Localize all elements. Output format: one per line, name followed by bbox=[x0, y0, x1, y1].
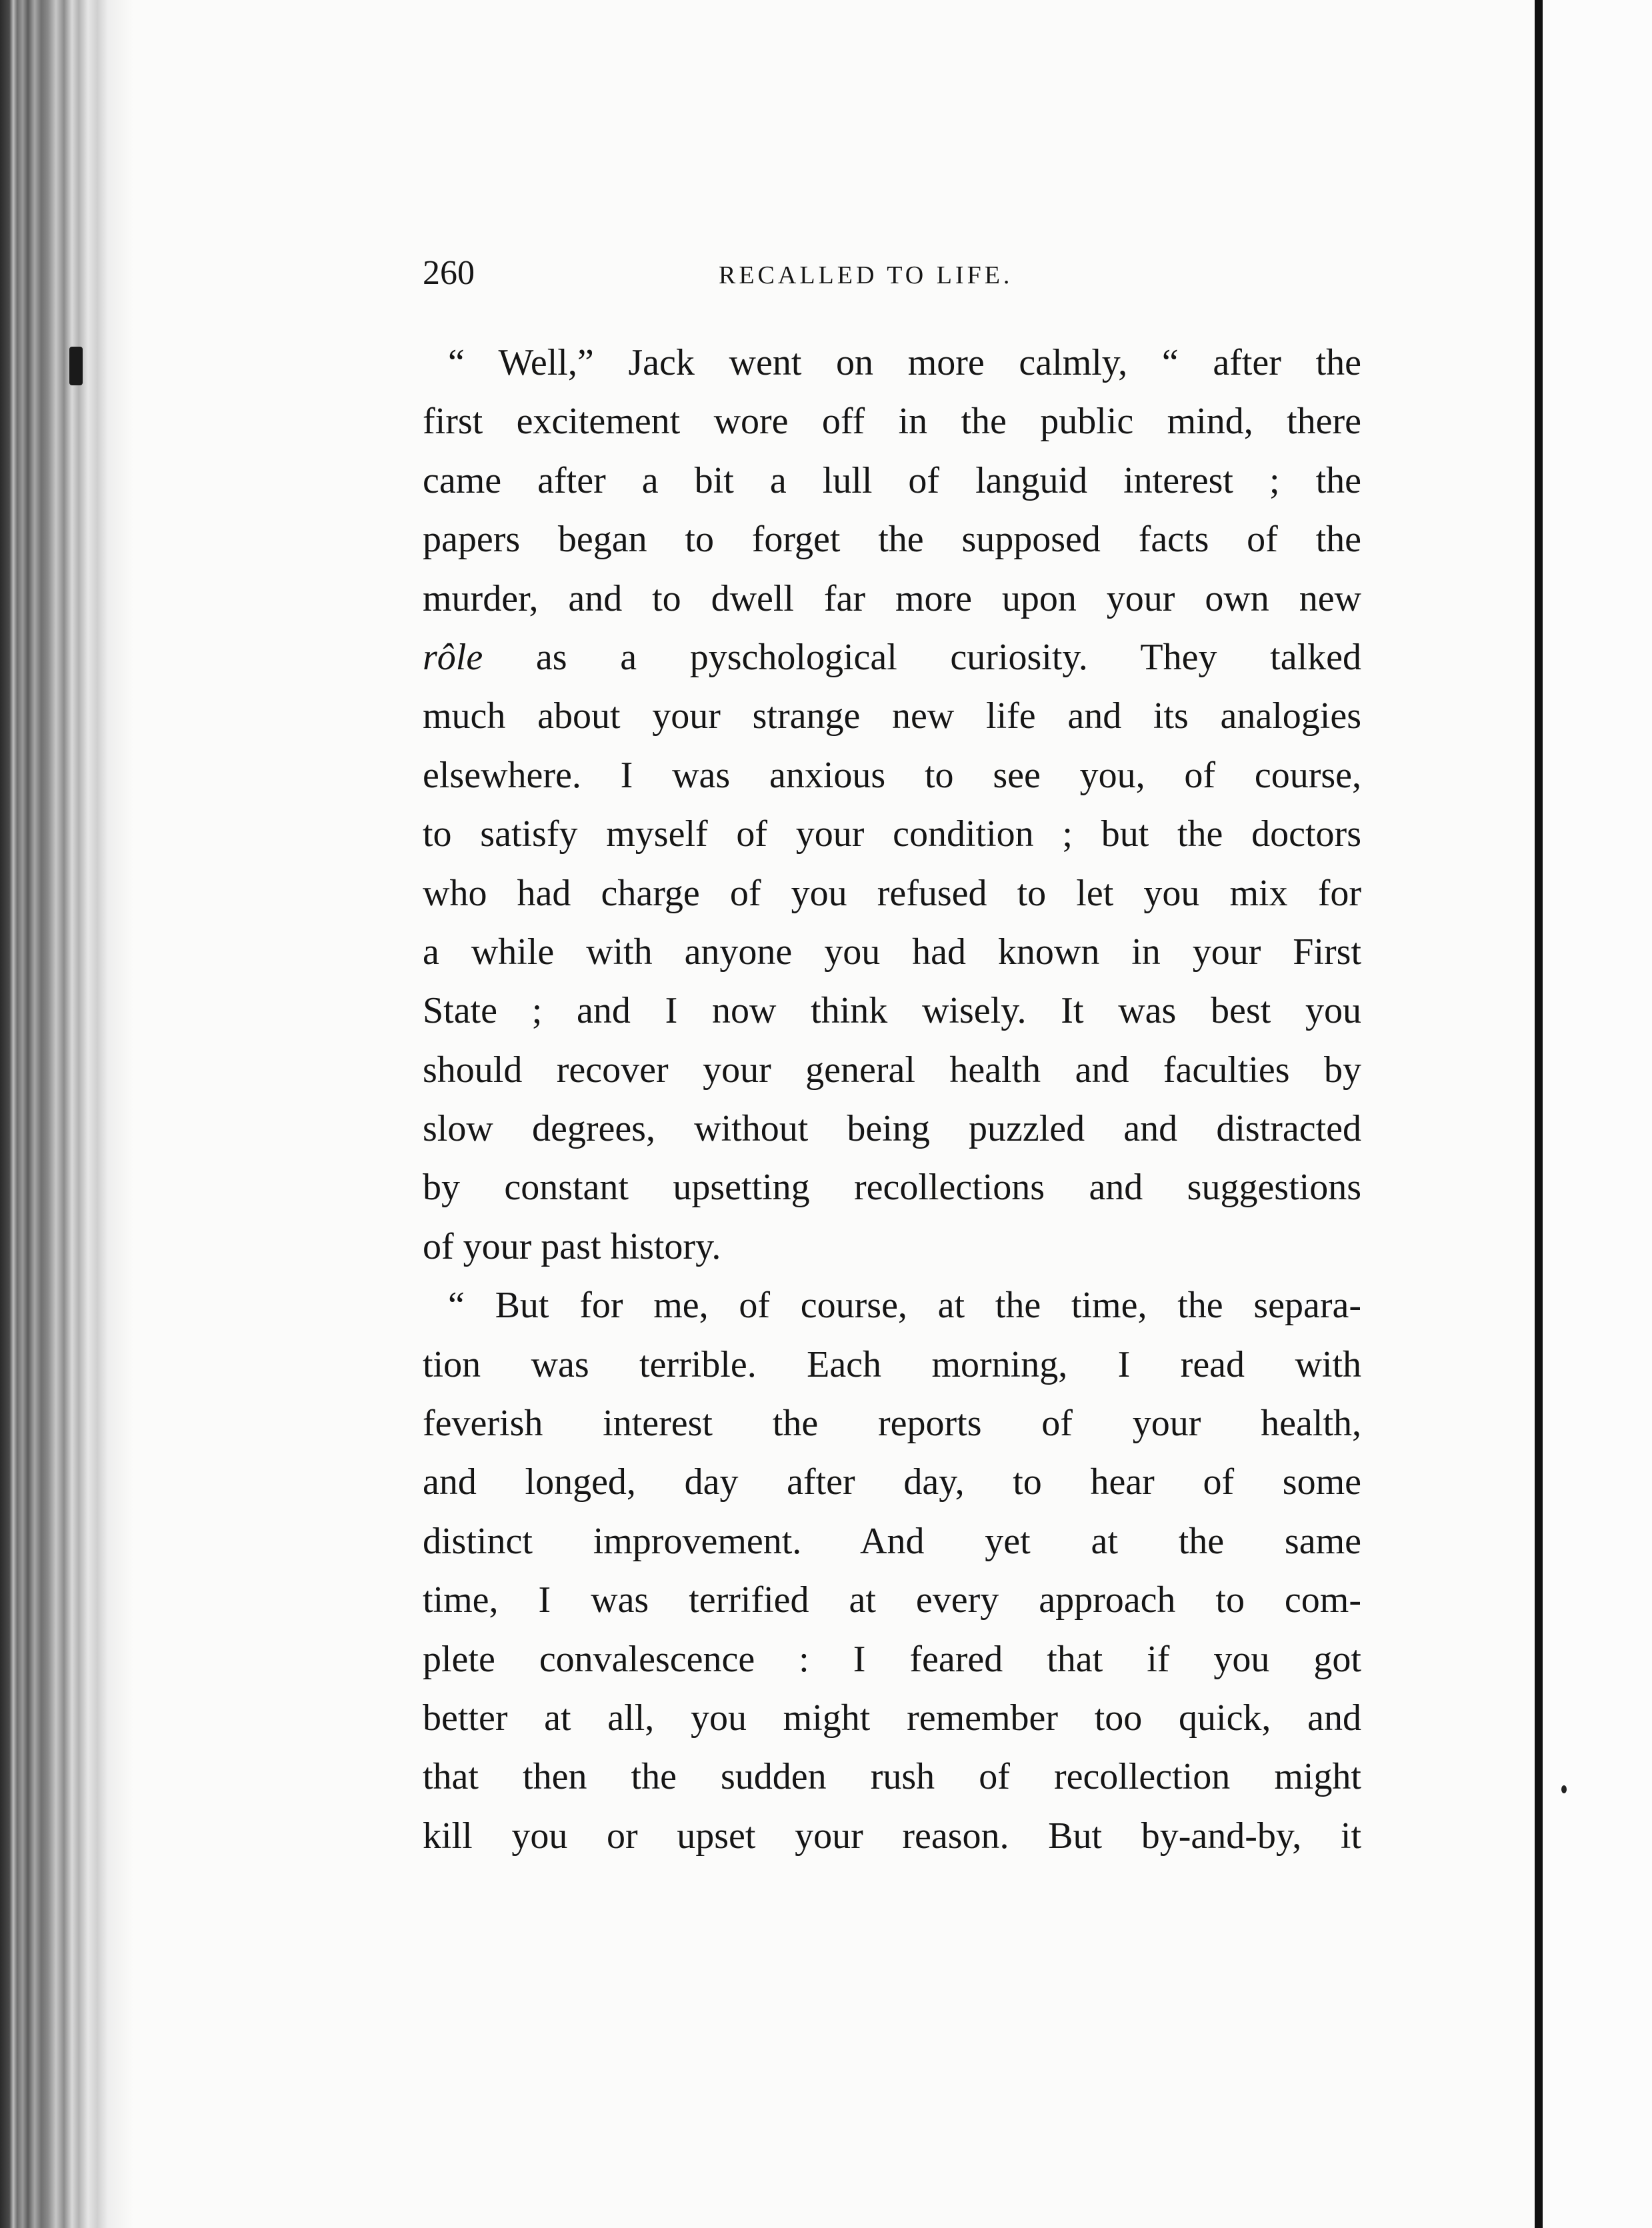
text-line: rôle as a pyschological curiosity. They talked bbox=[423, 636, 1361, 678]
text-line: plete convalescence : I feared that if you got bbox=[423, 1638, 1361, 1680]
text-line: slow degrees, without being puzzled and distracted bbox=[423, 1108, 1361, 1150]
paragraph-2 bbox=[423, 1276, 1361, 1865]
running-title: RECALLED TO LIFE. bbox=[719, 261, 1013, 289]
text-line: “ But for me, of course, at the time, the separa- bbox=[448, 1285, 1361, 1327]
text-line: elsewhere. I was anxious to see you, of course, bbox=[423, 754, 1361, 796]
text-line: feverish interest the reports of your health, bbox=[423, 1403, 1361, 1445]
text-line: “ Well,” Jack went on more calmly, “ after the bbox=[448, 342, 1361, 383]
text-line: by constant upsetting recollections and suggestions bbox=[423, 1167, 1361, 1209]
text-line: papers began to forget the supposed facts of the bbox=[423, 519, 1361, 561]
text-line: of your past history. bbox=[423, 1225, 721, 1267]
binding-mark bbox=[69, 347, 83, 385]
text-line: first excitement wore off in the public mind, there bbox=[423, 401, 1361, 443]
text-line: a while with anyone you had known in your First bbox=[423, 931, 1361, 973]
text-line: much about your strange new life and its analogies bbox=[423, 695, 1361, 737]
right-margin bbox=[1543, 0, 1652, 2228]
text-line: and longed, day after day, to hear of some bbox=[423, 1461, 1361, 1503]
text-line: should recover your general health and faculties by bbox=[423, 1049, 1361, 1091]
text-line: tion was terrible. Each morning, I read with bbox=[423, 1343, 1361, 1385]
italic-word: rôle bbox=[423, 636, 483, 678]
page-number: 260 bbox=[423, 254, 475, 292]
text-line: that then the sudden rush of recollection might bbox=[423, 1756, 1361, 1798]
paragraph-1 bbox=[423, 333, 1361, 1276]
body-text bbox=[423, 333, 1361, 1865]
text-line: better at all, you might remember too quick, and bbox=[423, 1697, 1361, 1739]
text-line: murder, and to dwell far more upon your own new bbox=[423, 577, 1361, 619]
text-line: who had charge of you refused to let you mix for bbox=[423, 872, 1361, 914]
text-line: kill you or upset your reason. But by-and-by, it bbox=[423, 1815, 1361, 1857]
text-line: distinct improvement. And yet at the same bbox=[423, 1520, 1361, 1562]
running-header bbox=[423, 253, 1361, 293]
text-line: came after a bit a lull of languid interest ; the bbox=[423, 459, 1361, 501]
text-line: State ; and I now think wisely. It was best you bbox=[423, 990, 1361, 1032]
ink-speck bbox=[1561, 1785, 1567, 1793]
text-line: to satisfy myself of your condition ; but the doctors bbox=[423, 813, 1361, 855]
book-spine-edge bbox=[0, 0, 133, 2228]
text-line: time, I was terrified at every approach to com- bbox=[423, 1579, 1361, 1621]
right-page-edge bbox=[1535, 0, 1543, 2228]
